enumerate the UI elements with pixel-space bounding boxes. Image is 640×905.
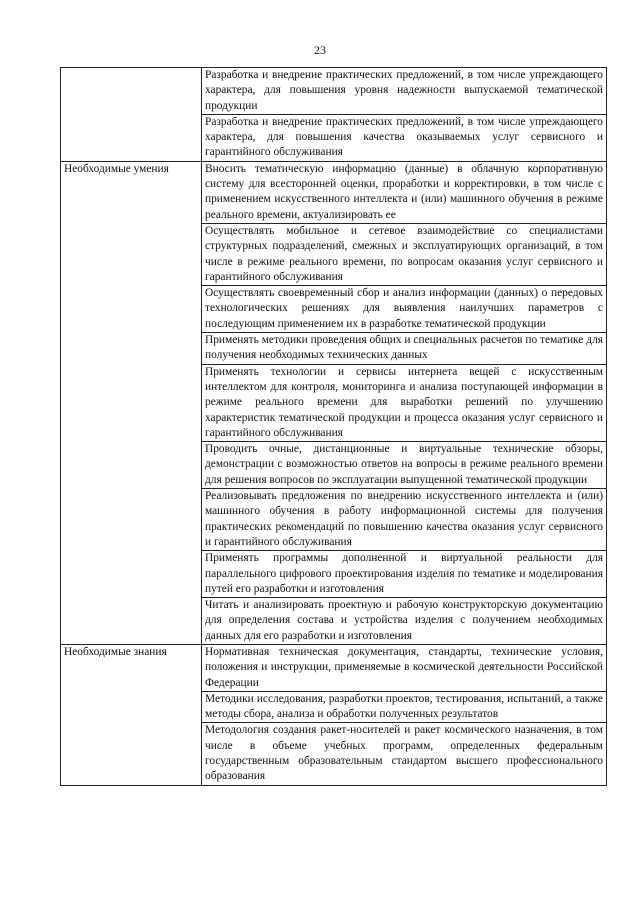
requirement-text: Вносить тематическую информацию (данные) в облачную корпоративную систему для всесторонней оценки, проработки и корректировки, в том числе с применением искусственного интеллекта и (или) машинного обучения в режиме реального времени, актуализировать ее [202, 161, 607, 223]
section-label [61, 68, 202, 162]
requirement-text: Применять программы дополненной и виртуальной реальности для параллельного цифрового проектирования изделия по тематике и моделирования путей его разработки и изготовления [202, 551, 607, 598]
table-row [61, 68, 607, 115]
section-label: Необходимые умения [61, 161, 202, 644]
requirement-text: Проводить очные, дистанционные и виртуальные технические обзоры, демонстрации с возможностью ответов на вопросы в режиме реального времени для решения вопросов по эксплуатации выпущенной тематической продукции [202, 442, 607, 489]
requirement-text: Применять технологии и сервисы интернета вещей с искусственным интеллектом для контроля, мониторинга и анализа поступающей информации в режиме реального времени для выработки решений по улучшению характеристик тематической продукции и процесса оказания услуг сервисного и гарантийного обслуживания [202, 364, 607, 441]
requirement-text: Осуществлять мобильное и сетевое взаимодействие со специалистами структурных подразделений, смежных и эксплуатирующих организаций, в том числе в режиме реального времени, по вопросам оказания услуг сервисного и гарантийного обслуживания [202, 223, 607, 285]
requirement-text: Методики исследования, разработки проектов, тестирования, испытаний, а также методы сбора, анализа и обработки полученных результатов [202, 691, 607, 723]
table-row [61, 644, 607, 691]
page-number: 23 [314, 43, 326, 57]
requirement-text: Осуществлять своевременный сбор и анализ информации (данных) о передовых технологических решениях для выявления наилучших параметров с последующим применением их в разработке тематической продукции [202, 286, 607, 333]
requirement-text: Читать и анализировать проектную и рабочую конструкторскую документацию для определения состава и устройства изделия с получением необходимых данных для его разработки и изготовления [202, 598, 607, 645]
section-label: Необходимые знания [61, 644, 202, 785]
competency-table-body [61, 68, 607, 786]
requirement-text: Реализовывать предложения по внедрению искусственного интеллекта и (или) машинного обучения в работу информационной системы для получения практических рекомендаций по повышению качества оказания услуг сервисного и гарантийного обслуживания [202, 489, 607, 551]
requirement-text: Разработка и внедрение практических предложений, в том числе упреждающего характера, для повышения уровня надежности выпускаемой тематической продукции [202, 68, 607, 115]
requirement-text: Методология создания ракет-носителей и ракет космического назначения, в том числе в объеме учебных программ, определенных федеральным государственным образовательным стандартом высшего профессионального образования [202, 723, 607, 785]
requirement-text: Применять методики проведения общих и специальных расчетов по тематике для получения необходимых технических данных [202, 333, 607, 365]
competency-table [60, 67, 607, 786]
table-row [61, 161, 607, 223]
requirement-text: Разработка и внедрение практических предложений, в том числе упреждающего характера, для повышения качества оказываемых услуг сервисного и гарантийного обслуживания [202, 114, 607, 161]
requirement-text: Нормативная техническая документация, стандарты, технические условия, положения и инструкции, применяемые в космической деятельности Российской Федерации [202, 644, 607, 691]
